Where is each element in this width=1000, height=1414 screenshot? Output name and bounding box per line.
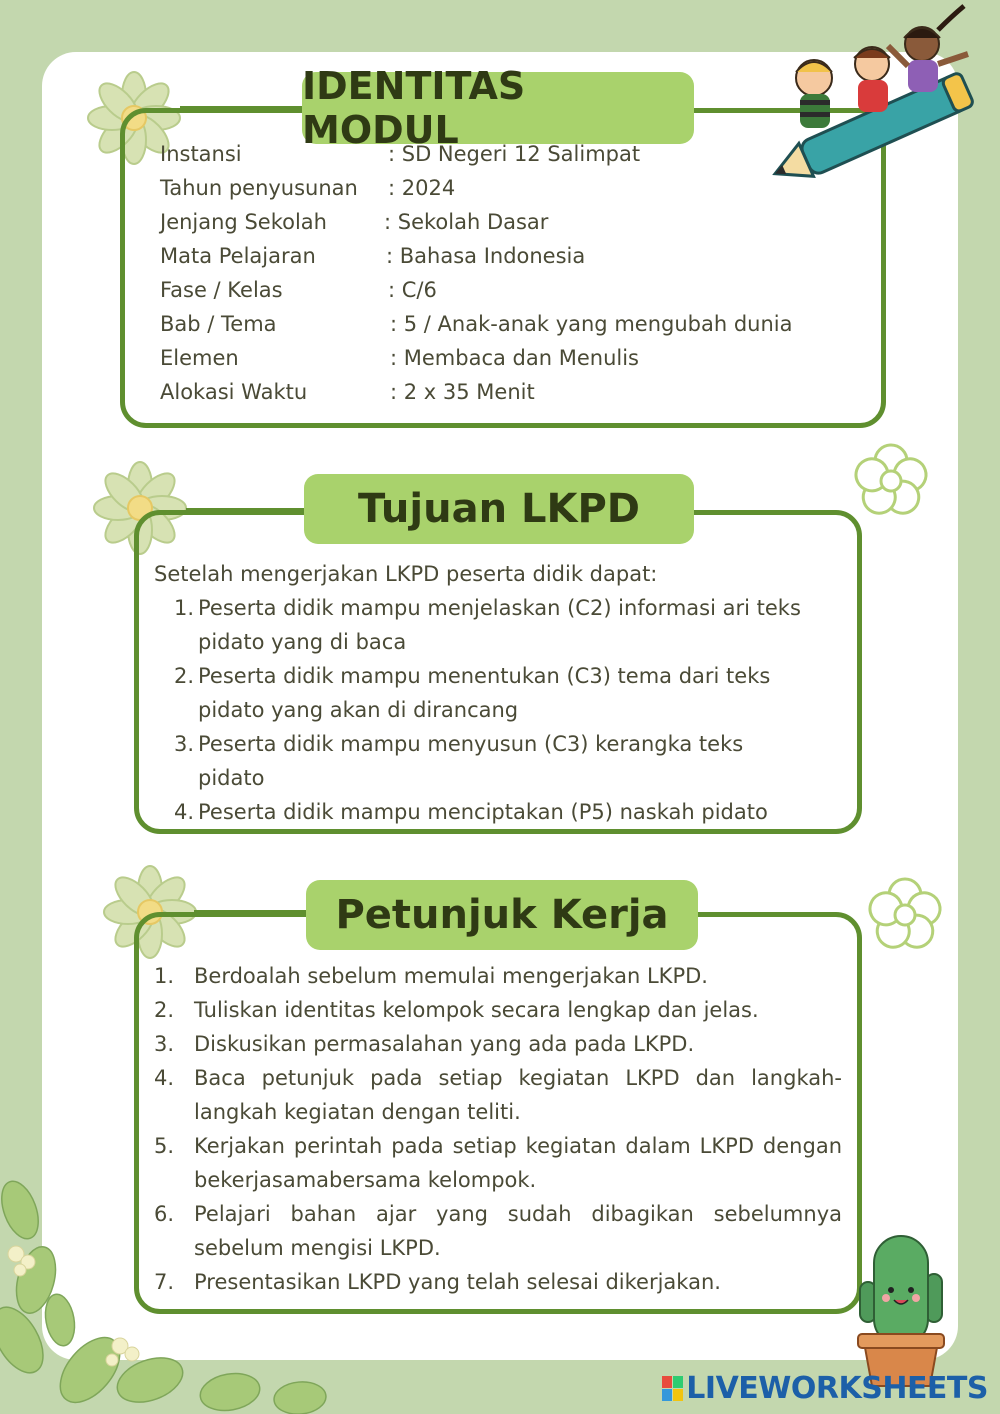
list-text: Presentasikan LKPD yang telah selesai dikerjakan. (194, 1270, 721, 1294)
identitas-value: : Bahasa Indonesia (386, 244, 586, 268)
list-item (154, 1027, 842, 1061)
identitas-value: : Membaca dan Menulis (390, 346, 639, 370)
list-number: 2. (173, 664, 194, 688)
tujuan-list (173, 591, 836, 829)
list-item (154, 1061, 842, 1129)
list-item (154, 959, 842, 993)
identitas-title (302, 64, 694, 152)
identitas-label: Instansi (160, 142, 242, 166)
liveworksheets-logo-text: LIVEWORKSHEETS (686, 1371, 988, 1406)
list-text: Peserta didik mampu menciptakan (P5) naskah pidato (198, 800, 768, 824)
list-text: Kerjakan perintah pada setiap kegiatan dalam LKPD dengan bekerjasamabersama kelompok. (194, 1134, 842, 1192)
petunjuk-line (194, 910, 314, 915)
identitas-value: : 2 x 35 Menit (390, 380, 535, 404)
identitas-label: Fase / Kelas (160, 278, 283, 302)
identitas-label: Mata Pelajaran (160, 244, 316, 268)
outline-flower-icon-2 (860, 870, 950, 960)
list-text: Pelajari bahan ajar yang sudah dibagikan sebelumnya sebelum mengisi LKPD. (194, 1202, 842, 1260)
tujuan-title-text: Tujuan LKPD (358, 486, 640, 532)
identitas-row (160, 346, 639, 370)
list-number: 1. (154, 964, 175, 988)
list-text: Baca petunjuk pada setiap kegiatan LKPD dan langkah-langkah kegiatan dengan teliti. (194, 1066, 842, 1124)
identitas-row (160, 278, 437, 302)
list-text: Diskusikan permasalahan yang ada pada LKPD. (194, 1032, 695, 1056)
list-number: 3. (173, 732, 194, 756)
list-item (154, 993, 842, 1027)
list-number: 6. (154, 1202, 175, 1226)
list-item (173, 795, 836, 829)
identitas-value: : 2024 (388, 176, 456, 200)
list-text: Peserta didik mampu menyusun (C3) kerangka teks pidato (198, 732, 744, 790)
cactus-icon (846, 1230, 956, 1390)
petunjuk-title-text: Petunjuk Kerja (335, 892, 669, 938)
tujuan-title (304, 474, 694, 544)
tujuan-line (186, 508, 316, 513)
identitas-value: : Sekolah Dasar (384, 210, 549, 234)
list-text: Berdoalah sebelum memulai mengerjakan LKPD. (194, 964, 708, 988)
identitas-title-text: IDENTITAS MODUL (302, 64, 526, 152)
plant-decoration-icon (0, 1170, 340, 1414)
petunjuk-title (306, 880, 698, 950)
list-item (173, 727, 836, 795)
list-number: 4. (173, 800, 194, 824)
identitas-row (160, 380, 535, 404)
identitas-row (160, 244, 586, 268)
list-number: 5. (154, 1134, 175, 1158)
identitas-value: : C/6 (388, 278, 437, 302)
list-number: 2. (154, 998, 175, 1022)
identitas-label: Jenjang Sekolah (160, 210, 327, 234)
list-item (173, 591, 836, 659)
identitas-value: : 5 / Anak-anak yang mengubah dunia (390, 312, 793, 336)
list-number: 7. (154, 1270, 175, 1294)
identitas-label: Bab / Tema (160, 312, 277, 336)
liveworksheets-logo (662, 1371, 988, 1406)
list-text: Tuliskan identitas kelompok secara lengkap dan jelas. (194, 998, 759, 1022)
identitas-row (160, 210, 549, 234)
list-number: 1. (173, 596, 194, 620)
list-item (173, 659, 836, 727)
identitas-label: Tahun penyusunan (160, 176, 358, 200)
identitas-label: Alokasi Waktu (160, 380, 308, 404)
identitas-row (160, 312, 793, 336)
identitas-label: Elemen (160, 346, 239, 370)
kids-on-pencil-illustration (756, 0, 986, 190)
outline-flower-icon-1 (846, 436, 936, 526)
list-text: Peserta didik mampu menjelaskan (C2) informasi ari teks pidato yang di baca (198, 596, 801, 654)
identitas-value: : SD Negeri 12 Salimpat (388, 142, 641, 166)
identitas-row (160, 142, 641, 166)
liveworksheets-logo-icon (662, 1376, 684, 1402)
identitas-row (160, 176, 456, 200)
list-text: Peserta didik mampu menentukan (C3) tema dari teks pidato yang akan di dirancang (198, 664, 771, 722)
identitas-line (180, 106, 310, 111)
tujuan-intro: Setelah mengerjakan LKPD peserta didik dapat: (154, 562, 658, 586)
list-number: 3. (154, 1032, 175, 1056)
list-number: 4. (154, 1066, 175, 1090)
